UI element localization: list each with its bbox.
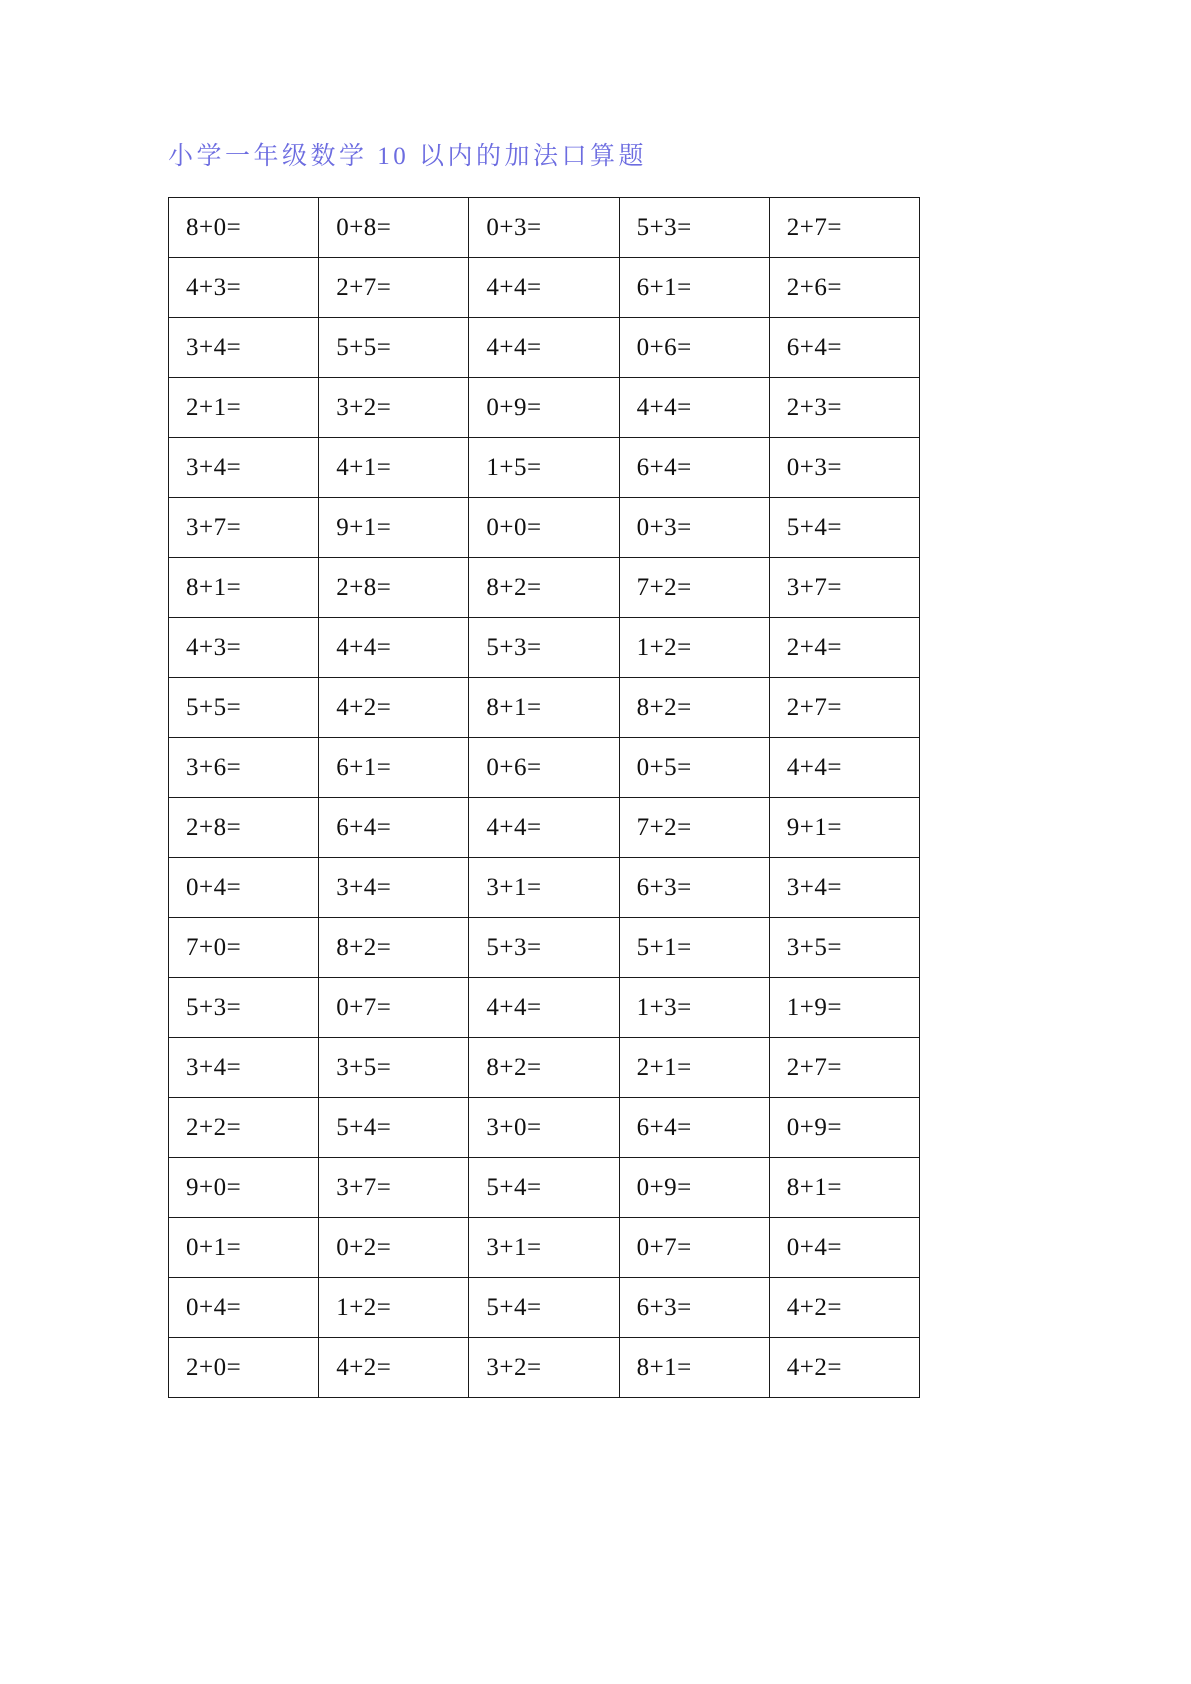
problem-cell: 2+1= — [169, 378, 319, 438]
problem-cell: 2+8= — [169, 798, 319, 858]
problem-cell: 1+2= — [319, 1278, 469, 1338]
problem-cell: 3+1= — [469, 858, 619, 918]
table-row — [169, 1158, 920, 1218]
problem-cell: 2+0= — [169, 1338, 319, 1398]
problem-cell: 6+1= — [319, 738, 469, 798]
problem-cell: 0+1= — [169, 1218, 319, 1278]
problem-cell: 4+4= — [469, 978, 619, 1038]
problem-cell: 0+6= — [469, 738, 619, 798]
problem-cell: 4+4= — [619, 378, 769, 438]
problem-cell: 5+5= — [169, 678, 319, 738]
table-row — [169, 978, 920, 1038]
problem-cell: 8+1= — [619, 1338, 769, 1398]
table-row — [169, 1338, 920, 1398]
table-row — [169, 1278, 920, 1338]
problem-cell: 1+3= — [619, 978, 769, 1038]
problem-cell: 5+3= — [469, 918, 619, 978]
problem-cell: 7+0= — [169, 918, 319, 978]
problem-cell: 6+4= — [619, 1098, 769, 1158]
problem-cell: 0+7= — [319, 978, 469, 1038]
problem-cell: 6+3= — [619, 1278, 769, 1338]
problem-cell: 5+3= — [169, 978, 319, 1038]
problem-cell: 5+3= — [619, 198, 769, 258]
problem-cell: 3+4= — [169, 1038, 319, 1098]
problem-cell: 1+9= — [769, 978, 919, 1038]
problem-cell: 5+4= — [469, 1278, 619, 1338]
problem-cell: 0+4= — [169, 858, 319, 918]
problem-cell: 1+2= — [619, 618, 769, 678]
problem-cell: 4+2= — [769, 1338, 919, 1398]
problem-cell: 8+2= — [469, 1038, 619, 1098]
problem-cell: 0+4= — [169, 1278, 319, 1338]
problem-cell: 6+4= — [769, 318, 919, 378]
table-row — [169, 498, 920, 558]
problem-cell: 6+3= — [619, 858, 769, 918]
problem-cell: 5+1= — [619, 918, 769, 978]
problem-cell: 0+8= — [319, 198, 469, 258]
problem-cell: 4+4= — [319, 618, 469, 678]
problem-cell: 6+1= — [619, 258, 769, 318]
table-row — [169, 1218, 920, 1278]
table-row — [169, 438, 920, 498]
problem-cell: 3+4= — [169, 438, 319, 498]
problem-cell: 8+1= — [469, 678, 619, 738]
problem-cell: 2+8= — [319, 558, 469, 618]
problem-cell: 7+2= — [619, 558, 769, 618]
problem-cell: 8+2= — [469, 558, 619, 618]
problem-cell: 5+4= — [769, 498, 919, 558]
table-row — [169, 258, 920, 318]
problem-cell: 3+2= — [319, 378, 469, 438]
problem-cell: 4+4= — [469, 798, 619, 858]
problem-cell: 4+2= — [319, 1338, 469, 1398]
problem-cell: 2+3= — [769, 378, 919, 438]
table-row — [169, 798, 920, 858]
problem-cell: 0+9= — [619, 1158, 769, 1218]
problem-cell: 3+6= — [169, 738, 319, 798]
problem-cell: 3+4= — [319, 858, 469, 918]
addition-problems-table — [168, 197, 920, 1398]
table-row — [169, 318, 920, 378]
table-row — [169, 858, 920, 918]
problem-cell: 4+3= — [169, 618, 319, 678]
problem-cell: 4+3= — [169, 258, 319, 318]
problem-cell: 4+1= — [319, 438, 469, 498]
table-row — [169, 918, 920, 978]
problem-cell: 3+5= — [769, 918, 919, 978]
table-row — [169, 558, 920, 618]
table-row — [169, 1038, 920, 1098]
problem-cell: 2+6= — [769, 258, 919, 318]
problem-cell: 9+0= — [169, 1158, 319, 1218]
problem-cell: 3+2= — [469, 1338, 619, 1398]
table-row — [169, 738, 920, 798]
problem-cell: 0+6= — [619, 318, 769, 378]
problem-cell: 3+5= — [319, 1038, 469, 1098]
problem-cell: 0+9= — [769, 1098, 919, 1158]
problem-cell: 2+7= — [769, 198, 919, 258]
problem-cell: 4+4= — [769, 738, 919, 798]
problem-cell: 2+1= — [619, 1038, 769, 1098]
problem-cell: 0+9= — [469, 378, 619, 438]
problem-cell: 8+1= — [769, 1158, 919, 1218]
problem-cell: 3+7= — [169, 498, 319, 558]
problem-cell: 5+3= — [469, 618, 619, 678]
table-row — [169, 198, 920, 258]
problem-cell: 0+7= — [619, 1218, 769, 1278]
page-title: 小学一年级数学 10 以内的加法口算题 — [168, 143, 648, 170]
table-body — [169, 198, 920, 1398]
problem-cell: 8+2= — [319, 918, 469, 978]
table-row — [169, 678, 920, 738]
table-row — [169, 378, 920, 438]
problem-cell: 0+4= — [769, 1218, 919, 1278]
table-row — [169, 618, 920, 678]
problem-cell: 4+4= — [469, 258, 619, 318]
problem-cell: 4+2= — [769, 1278, 919, 1338]
problem-cell: 0+2= — [319, 1218, 469, 1278]
problem-cell: 0+3= — [769, 438, 919, 498]
problem-cell: 2+4= — [769, 618, 919, 678]
problem-cell: 5+5= — [319, 318, 469, 378]
problem-cell: 3+1= — [469, 1218, 619, 1278]
problem-cell: 8+2= — [619, 678, 769, 738]
problem-cell: 0+5= — [619, 738, 769, 798]
problem-cell: 2+2= — [169, 1098, 319, 1158]
problem-cell: 3+4= — [169, 318, 319, 378]
problem-cell: 6+4= — [619, 438, 769, 498]
problem-cell: 3+7= — [319, 1158, 469, 1218]
problem-cell: 2+7= — [319, 258, 469, 318]
problem-cell: 0+0= — [469, 498, 619, 558]
problem-cell: 3+7= — [769, 558, 919, 618]
problem-cell: 3+4= — [769, 858, 919, 918]
problem-cell: 7+2= — [619, 798, 769, 858]
problem-cell: 9+1= — [769, 798, 919, 858]
problem-cell: 5+4= — [469, 1158, 619, 1218]
problem-cell: 4+4= — [469, 318, 619, 378]
problem-cell: 8+1= — [169, 558, 319, 618]
table-row — [169, 1098, 920, 1158]
problem-cell: 2+7= — [769, 1038, 919, 1098]
problem-cell: 9+1= — [319, 498, 469, 558]
problem-cell: 8+0= — [169, 198, 319, 258]
problem-cell: 3+0= — [469, 1098, 619, 1158]
problem-cell: 4+2= — [319, 678, 469, 738]
problem-cell: 2+7= — [769, 678, 919, 738]
problem-cell: 1+5= — [469, 438, 619, 498]
problem-cell: 0+3= — [619, 498, 769, 558]
problem-cell: 5+4= — [319, 1098, 469, 1158]
problem-cell: 6+4= — [319, 798, 469, 858]
problem-cell: 0+3= — [469, 198, 619, 258]
